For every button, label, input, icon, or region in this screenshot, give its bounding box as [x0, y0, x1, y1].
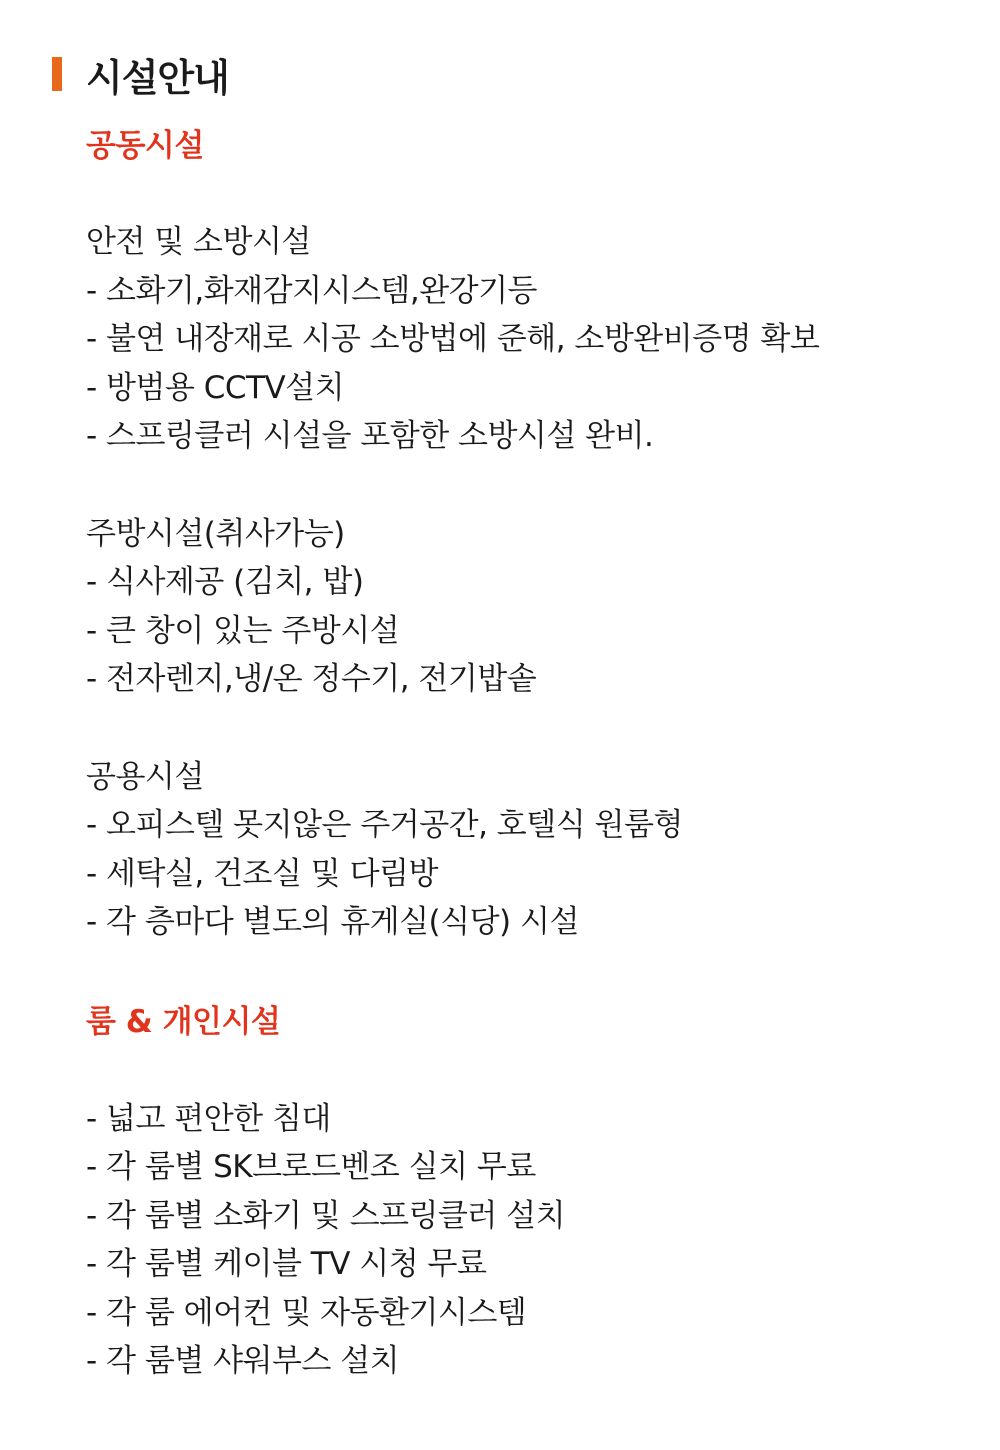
list-item: - 각 룸별 케이블 TV 시청 무료	[86, 1246, 487, 1282]
page-header	[52, 52, 229, 100]
list-item: - 전자렌지,냉/온 정수기, 전기밥솥	[86, 661, 537, 697]
list-item: - 식사제공 (김치, 밥)	[86, 564, 364, 600]
page-title: 시설안내	[86, 55, 229, 100]
list-item: - 각 룸 에어컨 및 자동환기시스템	[86, 1294, 527, 1331]
list-item: - 소화기,화재감지시스템,완강기등	[86, 272, 537, 309]
list-item: - 스프링클러 시설을 포함한 소방시설 완비.	[86, 418, 654, 454]
safety-title: 안전 및 소방시설	[86, 224, 311, 260]
facility-content	[86, 120, 966, 1386]
kitchen-block	[86, 510, 966, 704]
list-item: - 방범용 CCTV설치	[86, 369, 345, 406]
list-item: - 오피스텔 못지않은 주거공간, 호텔식 원룸형	[86, 807, 683, 843]
list-item: - 각 룸별 SK브로드벤조 실치 무료	[86, 1149, 536, 1185]
list-item: - 넓고 편안한 침대	[86, 1100, 331, 1137]
list-item: - 각 룸별 샤워부스 설치	[86, 1343, 400, 1379]
room-facilities-heading: 룸 & 개인시설	[86, 1003, 281, 1040]
list-item: - 큰 창이 있는 주방시설	[86, 612, 400, 649]
shared-title: 공용시설	[86, 758, 204, 795]
list-item: - 불연 내장재로 시공 소방법에 준해, 소방완비증명 확보	[86, 321, 820, 357]
list-item: - 각 층마다 별도의 휴게실(식당) 시설	[86, 904, 579, 940]
title-accent-bar	[52, 57, 62, 91]
safety-block	[86, 218, 966, 461]
kitchen-title: 주방시설(취사가능)	[86, 515, 345, 552]
common-facilities-heading: 공동시설	[86, 128, 204, 164]
room-block	[86, 1095, 966, 1386]
shared-block	[86, 753, 966, 947]
list-item: - 세탁실, 건조실 및 다림방	[86, 855, 438, 892]
list-item: - 각 룸별 소화기 및 스프링클러 설치	[86, 1197, 566, 1234]
